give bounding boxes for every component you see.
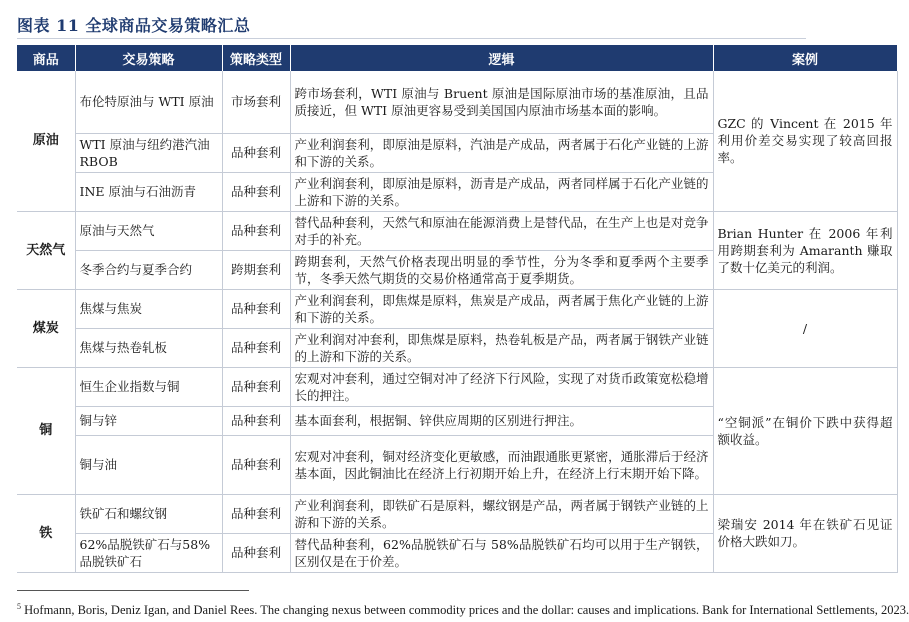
header-cases: 案例 — [713, 45, 897, 71]
footnote-text: Hofmann, Boris, Deniz Igan, and Daniel Rees. The changing nexus between commodity prices and the dollar: causes and implications. Bank for International Settlements, 2023. — [24, 603, 909, 618]
type-cell: 品种套利 — [222, 133, 290, 172]
case-coal: / — [713, 289, 897, 367]
strategy-cell: 原油与天然气 — [75, 211, 222, 250]
commodity-copper: 铜 — [17, 367, 75, 494]
logic-cell: 跨市场套利，WTI 原油与 Bruent 原油是国际原油市场的基准原油，且品质接近，但 WTI 原油更容易受到美国国内原油市场基本面的影响。 — [290, 71, 713, 133]
strategy-table-wrapper[interactable] — [17, 45, 893, 573]
title-divider — [17, 38, 806, 39]
table-header-row — [17, 45, 897, 71]
logic-cell: 跨期套利，天然气价格表现出明显的季节性，分为冬季和夏季两个主要季节，冬季天然气期货的交易价格通常高于夏季期货。 — [290, 250, 713, 289]
header-strategy: 交易策略 — [75, 45, 222, 71]
strategy-cell: 冬季合约与夏季合约 — [75, 250, 222, 289]
footnote — [17, 597, 909, 622]
strategy-cell: 恒生企业指数与铜 — [75, 367, 222, 406]
case-copper: “空铜派”在铜价下跌中获得超额收益。 — [713, 367, 897, 494]
case-crude: GZC 的 Vincent 在 2015 年利用价差交易实现了较高回报率。 — [713, 71, 897, 211]
case-iron: 梁瑞安 2014 年在铁矿石见证价格大跌如刀。 — [713, 494, 897, 572]
footnote-divider — [17, 590, 249, 591]
type-cell: 品种套利 — [222, 494, 290, 533]
logic-cell: 宏观对冲套利，铜对经济变化更敏感，而油跟通胀更紧密，通胀滞后于经济基本面，因此铜油比在经济上行初期开始上升，在经济上行末期开始下降。 — [290, 435, 713, 494]
header-logic: 逻辑 — [290, 45, 713, 71]
header-commodity: 商品 — [17, 45, 75, 71]
logic-cell: 基本面套利，根据铜、锌供应周期的区别进行押注。 — [290, 406, 713, 435]
type-cell: 品种套利 — [222, 211, 290, 250]
strategy-cell: 焦煤与热卷轧板 — [75, 328, 222, 367]
table-row — [17, 367, 897, 406]
commodity-coal: 煤炭 — [17, 289, 75, 367]
type-cell: 品种套利 — [222, 406, 290, 435]
logic-cell: 产业利润对冲套利，即焦煤是原料，热卷轧板是产品，两者属于钢铁产业链的上游和下游的关系。 — [290, 328, 713, 367]
strategy-cell: WTI 原油与纽约港汽油 RBOB — [75, 133, 222, 172]
page-title: 图表 11 全球商品交易策略汇总 — [17, 16, 251, 35]
type-cell: 跨期套利 — [222, 250, 290, 289]
strategy-cell: 铜与油 — [75, 435, 222, 494]
table-row — [17, 289, 897, 328]
header-type: 策略类型 — [222, 45, 290, 71]
logic-cell: 产业利润套利，即原油是原料，沥青是产成品，两者同样属于石化产业链的上游和下游的关系。 — [290, 172, 713, 211]
commodity-natgas: 天然气 — [17, 211, 75, 289]
type-cell: 品种套利 — [222, 328, 290, 367]
strategy-table — [17, 45, 898, 573]
table-row — [17, 211, 897, 250]
commodity-iron: 铁 — [17, 494, 75, 572]
type-cell: 品种套利 — [222, 367, 290, 406]
type-cell: 品种套利 — [222, 289, 290, 328]
case-natgas: Brian Hunter 在 2006 年利用跨期套利为 Amaranth 赚取了数十亿美元的利润。 — [713, 211, 897, 289]
strategy-cell: 铜与锌 — [75, 406, 222, 435]
logic-cell: 产业利润套利，即焦煤是原料，焦炭是产成品，两者属于焦化产业链的上游和下游的关系。 — [290, 289, 713, 328]
logic-cell: 替代品种套利，天然气和原油在能源消费上是替代品，在生产上也是对竞争对手的补充。 — [290, 211, 713, 250]
logic-cell: 替代品种套利，62%品脱铁矿石与 58%品脱铁矿石均可以用于生产钢铁，区别仅是在于价差。 — [290, 533, 713, 572]
type-cell: 品种套利 — [222, 435, 290, 494]
logic-cell: 产业利润套利，即铁矿石是原料，螺纹钢是产品，两者属于钢铁产业链的上游和下游的关系。 — [290, 494, 713, 533]
footnote-mark: 5 — [17, 602, 21, 611]
strategy-cell: 铁矿石和螺纹钢 — [75, 494, 222, 533]
strategy-cell: 焦煤与焦炭 — [75, 289, 222, 328]
table-row — [17, 494, 897, 533]
type-cell: 市场套利 — [222, 71, 290, 133]
strategy-cell: 62%品脱铁矿石与58%品脱铁矿石 — [75, 533, 222, 572]
type-cell: 品种套利 — [222, 172, 290, 211]
table-row — [17, 71, 897, 133]
logic-cell: 产业利润套利，即原油是原料，汽油是产成品，两者属于石化产业链的上游和下游的关系。 — [290, 133, 713, 172]
type-cell: 品种套利 — [222, 533, 290, 572]
strategy-cell: 布伦特原油与 WTI 原油 — [75, 71, 222, 133]
commodity-crude: 原油 — [17, 71, 75, 211]
strategy-cell: INE 原油与石油沥青 — [75, 172, 222, 211]
logic-cell: 宏观对冲套利，通过空铜对冲了经济下行风险，实现了对货币政策宽松稳增长的押注。 — [290, 367, 713, 406]
